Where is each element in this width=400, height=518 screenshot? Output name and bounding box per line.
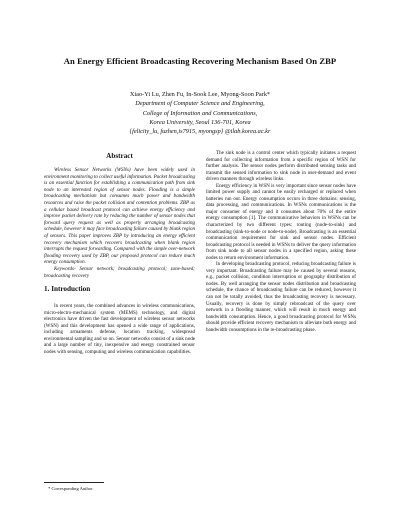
right-paragraph-1: The sink node is a control center which typically initiates a request demand for collecting information from a specific region of WSN for further analysis. The sensor nodes perform distributed sensing tasks and transmit the sensed information to sink node in user-demand and event driven manners through wireless links. — [206, 150, 356, 183]
affiliation-university: Korea University, Seoul 136-701, Korea — [149, 118, 251, 126]
keywords: Keywords- Sensor network; broadcasting protocol; zone-based; broadcasting recovery — [44, 265, 195, 279]
author-names: Xiao-Yi Lu, Zhen Fu, In-Sook Lee, Myong-Soon Park* — [129, 91, 271, 98]
footnote-divider — [44, 482, 104, 483]
right-column — [206, 150, 356, 333]
section-heading-introduction: 1. Introduction — [44, 285, 91, 294]
affiliation-college: College of Information and Communications, — [142, 109, 258, 117]
abstract-text: Wireless Sensor Networks (WSNs) have been widely used in environment monitoring to collect useful information. Packet broadcasting is an essential function for establishing a communication path from sink node to an interested region of sensor nodes. Flooding is a simple broadcasting mechanism but consumes much power and bandwidth resources and raise the packet collision and contention problems. ZBP as a cellular based broadcast protocol can achieve energy efficiency and improve packet delivery rate by reducing the number of sensor nodes that forward query request as well as properly arranging broadcasting schedule, however it may face broadcasting failure caused by blank region of sensors. This paper improves ZBP by introducing an energy efficient recovery mechanism which recovers broadcasting when blank region interrupts the request forwarding. Compared with the simple over-network flooding recovery used by ZBP, our proposed protocol can reduce much energy consumption. — [44, 167, 196, 266]
abstract-heading: Abstract — [106, 152, 133, 160]
paper-title: An Energy Efficient Broadcasting Recovering Mechanism Based On ZBP — [63, 56, 337, 66]
intro-paragraph-1: In recent years, the combined advances in wireless communications, micro-electro-mechanical system (MEMS) technology, and digital electronics have driven the fast development of wireless sensor networks (WSN) and this development has opened a wide range of applications, including armaments defense, location tracking, widespread environmental sampling and so on. Sensor networks consist of a sink node and a large number of tiny, inexpensive and energy constrained sensor nodes with sensing, computing and wireless communication capabilities. — [44, 303, 195, 355]
left-column — [44, 152, 195, 355]
right-paragraph-3: In developing broadcasting protocol, reducing broadcasting failure is very important. Broadcasting failure may be caused by several reasons, e.g., packet collision, condition interruption or geography distribution of nodes. By well arranging the sensor nodes distribution and broadcasting schedule, the chance of broadcasting failure can be reduced, however it can not be totally avoided, thus the broadcasting recovery is necessary. Usually, recovery is done by simply rebroadcast of the query over network in a flooding manner, which will result in much energy and bandwidth consumption. Hence, a good broadcasting protocol for WSNs should provide efficient recovery mechanism to alleviate both energy and bandwidth consumptions in the re-broadcasting phase. — [206, 261, 356, 333]
right-paragraph-2: Energy efficiency in WSN is very important since sensor nodes have limited power supply and cannot be easily recharged or replaced when batteries run out. Energy consumption occurs in three domains: sensing, data processing, and communications. In WSNs communications is the major consumer of energy and it consumes about 70% of the entire energy consumption [1]. The communicative behaviors in WSNs can be characterized by two different types: routing (node-to-sink) and broadcasting (sink-to-node or node-to-node). Broadcasting is an essential communication requirement for sink and sensor nodes. Efficient broadcasting protocol is needed in WSNs to deliver the query information from sink node to all sensor nodes in a specified region, asking these nodes to return environment information. — [206, 182, 356, 261]
author-emails: {felicity_lu, fuzhen,is7915, myongsp} @ilab.korea.ac.kr — [129, 128, 271, 136]
affiliation-department: Department of Computer Science and Engineering, — [135, 100, 265, 108]
author-block — [0, 90, 400, 136]
footnote-corresponding-author: * Corresponding Author — [48, 486, 93, 491]
